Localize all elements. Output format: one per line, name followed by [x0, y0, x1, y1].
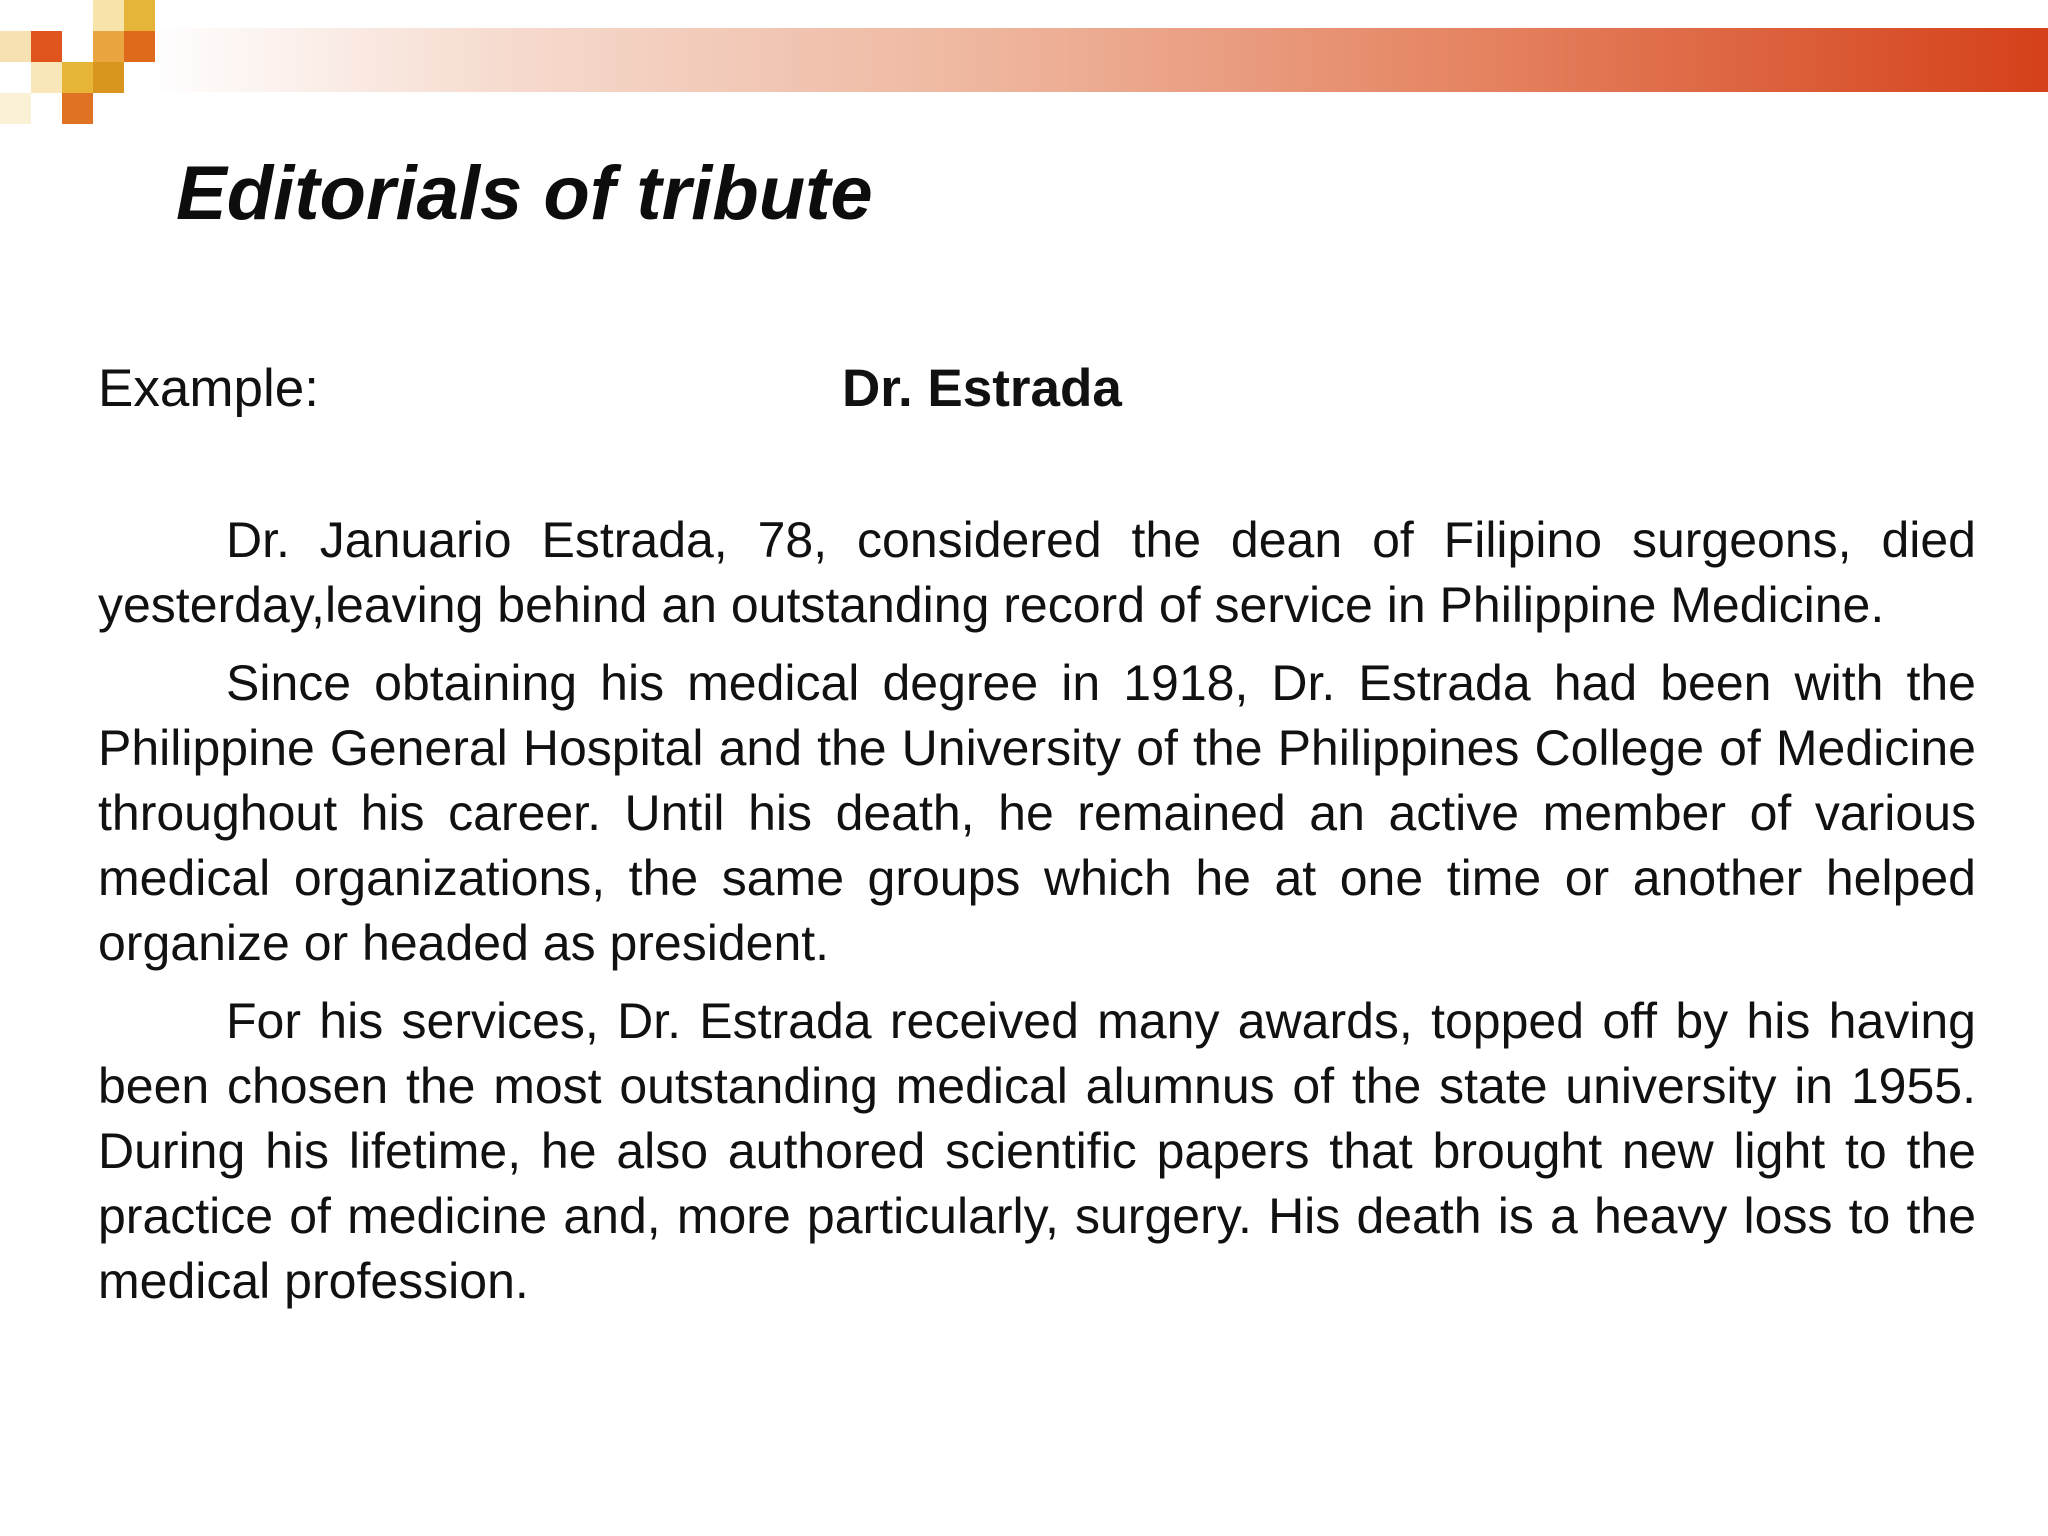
editorial-paragraph-2: Since obtaining his medical degree in 1918, Dr. Estrada had been with the Philippine General Hospital and the University of the Philippines College of Medicine throughout his career. Until his death, he remained an active member of various medical organizations, the same groups which he at one time or another helped organize or headed as president.: [98, 655, 1976, 971]
slide-title: Editorials of tribute: [176, 151, 873, 236]
editorial-paragraph-3: For his services, Dr. Estrada received many awards, topped off by his having been chosen the most outstanding medical alumnus of the state university in 1955. During his lifetime, he also authored scientific papers that brought new light to the practice of medicine and, more particularly, surgery. His death is a heavy loss to the medical profession.: [98, 993, 1976, 1309]
decor-square: [62, 93, 93, 124]
editorial-body: [98, 508, 1976, 1327]
header-gradient-bar: [150, 28, 2048, 92]
example-heading: Dr. Estrada: [842, 359, 1122, 418]
decor-square: [93, 31, 124, 62]
decor-square: [93, 62, 124, 93]
decor-square: [124, 0, 155, 31]
decor-square: [124, 31, 155, 62]
editorial-paragraph-1: Dr. Januario Estrada, 78, considered the dean of Filipino surgeons, died yesterday,leaving behind an outstanding record of service in Philippine Medicine.: [98, 512, 1976, 633]
decor-square: [0, 31, 31, 62]
decor-square: [31, 31, 62, 62]
decor-square: [0, 93, 31, 124]
decor-square: [31, 62, 62, 93]
decor-square: [93, 0, 124, 31]
decor-square: [62, 62, 93, 93]
example-row: [98, 358, 1978, 428]
example-label: Example:: [98, 359, 319, 418]
